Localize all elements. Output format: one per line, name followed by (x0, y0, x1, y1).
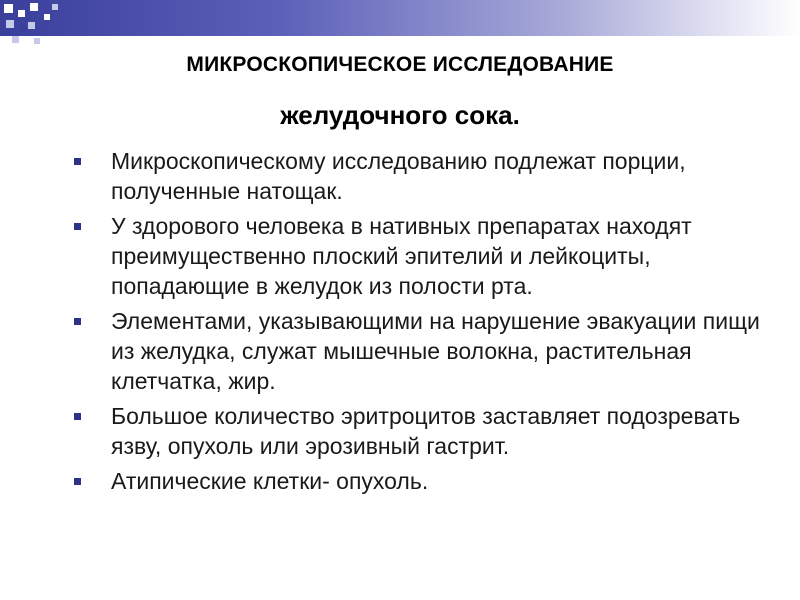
list-item (74, 211, 764, 301)
list-item (74, 146, 764, 206)
small-square-bullet-icon (74, 413, 81, 420)
small-square-bullet-icon (74, 478, 81, 485)
list-item (74, 466, 764, 496)
bullet-text: У здорового человека в нативных препаратах находят преимущественно плоский эпителий и лейкоциты, попадающие в желудок из полости рта. (111, 213, 692, 299)
bullet-text: Большое количество эритроцитов заставляет подозревать язву, опухоль или эрозивный гастрит. (111, 403, 741, 459)
list-item (74, 306, 764, 396)
small-square-bullet-icon (74, 318, 81, 325)
bullet-list (74, 146, 764, 501)
small-square-bullet-icon (74, 158, 81, 165)
list-item (74, 401, 764, 461)
header-decoration-band (0, 0, 800, 36)
slide-subtitle: желудочного сока. (280, 100, 520, 130)
slide-title: МИКРОСКОПИЧЕСКОЕ ИССЛЕДОВАНИЕ (186, 53, 614, 76)
bullet-text: Микроскопическому исследованию подлежат порции, полученные натощак. (111, 148, 686, 204)
bullet-text: Атипические клетки- опухоль. (111, 468, 429, 494)
bullet-text: Элементами, указывающими на нарушение эвакуации пищи из желудка, служат мышечные волокна, растительная клетчатка, жир. (111, 308, 760, 394)
small-square-bullet-icon (74, 223, 81, 230)
